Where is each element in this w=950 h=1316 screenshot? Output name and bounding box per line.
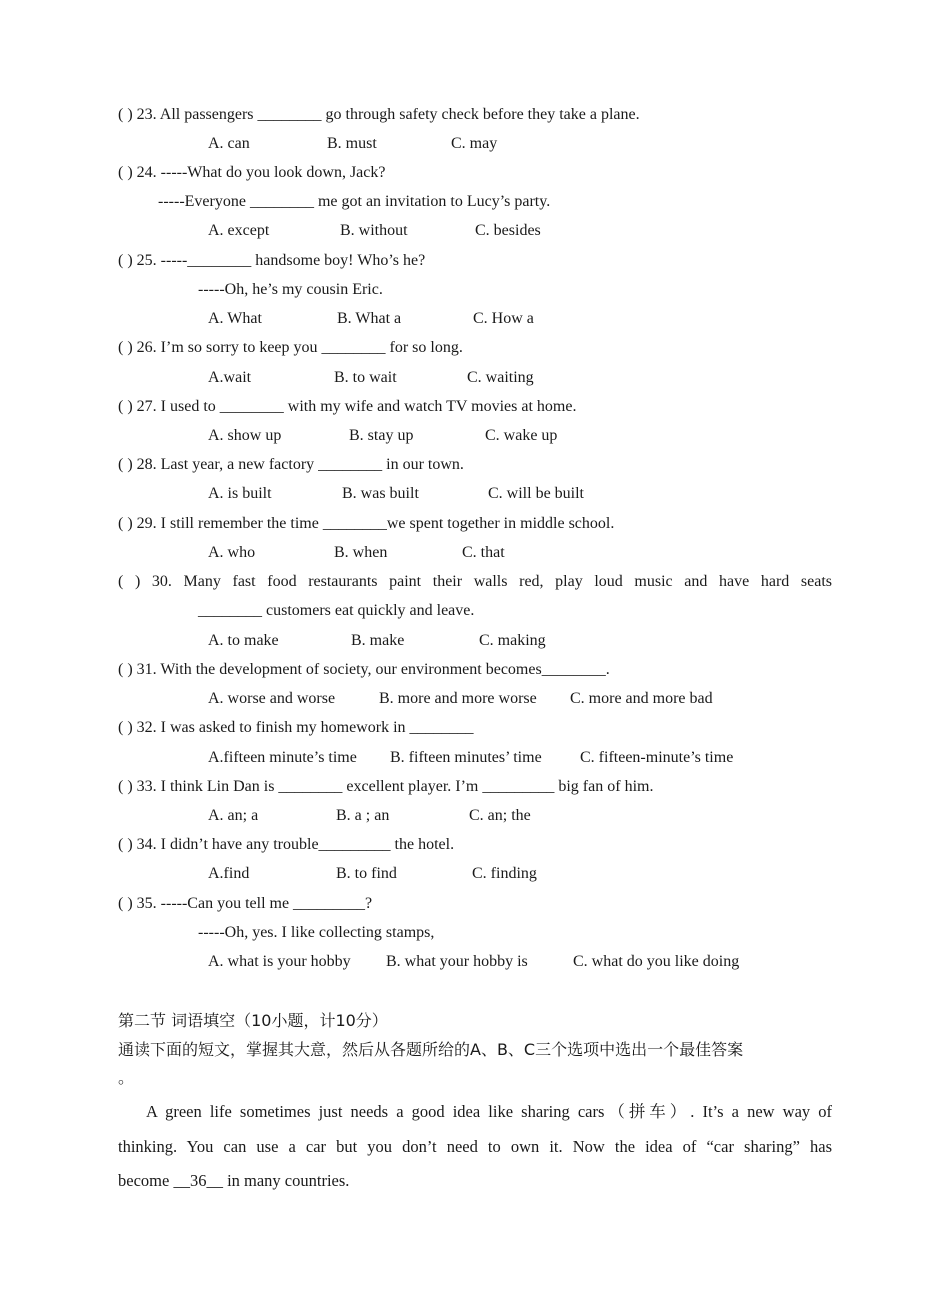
- question-34: ( ) 34. I didn’t have any trouble_________ the hotel.: [118, 836, 455, 853]
- option-b: B. a ; an: [336, 807, 390, 824]
- option-a: A. an; a: [208, 807, 259, 824]
- option-b: B. what your hobby is: [386, 953, 528, 970]
- option-c: C. How a: [473, 310, 534, 327]
- option-b: B. without: [340, 222, 408, 239]
- option-c: C. wake up: [485, 427, 558, 444]
- option-c: C. waiting: [467, 369, 534, 386]
- option-c: C. will be built: [488, 485, 584, 502]
- option-a: A. to make: [208, 632, 279, 649]
- question-28: ( ) 28. Last year, a new factory ________ in our town.: [118, 456, 464, 473]
- option-c: C. more and more bad: [570, 690, 713, 707]
- question-35-reply: -----Oh, yes. I like collecting stamps,: [198, 924, 435, 941]
- option-a: A. except: [208, 222, 270, 239]
- passage-text: become: [118, 1171, 174, 1190]
- option-a: A. worse and worse: [208, 690, 336, 707]
- option-a: A. show up: [208, 427, 282, 444]
- option-a: A. can: [208, 135, 250, 152]
- option-c: C. making: [479, 632, 546, 649]
- option-a: A.fifteen minute’s time: [208, 749, 357, 766]
- option-a: A. who: [208, 544, 256, 561]
- option-b: B. make: [351, 632, 405, 649]
- option-b: B. must: [327, 135, 377, 152]
- option-a: A.wait: [208, 369, 252, 386]
- option-b: B. to wait: [334, 369, 397, 386]
- question-24: ( ) 24. -----What do you look down, Jack?: [118, 164, 386, 181]
- question-32: ( ) 32. I was asked to finish my homework in ________: [118, 719, 474, 736]
- question-35: ( ) 35. -----Can you tell me _________?: [118, 895, 373, 912]
- option-a: A.find: [208, 865, 250, 882]
- option-b: B. more and more worse: [379, 690, 537, 707]
- question-26: ( ) 26. I’m so sorry to keep you ________ for so long.: [118, 339, 463, 356]
- question-25: ( ) 25. -----________ handsome boy! Who’s he?: [118, 252, 426, 269]
- question-24-reply: -----Everyone ________ me got an invitation to Lucy’s party.: [158, 193, 551, 210]
- passage-line-2: thinking. You can use a car but you don’t need to own it. Now the idea of “car sharing” has: [118, 1137, 832, 1156]
- section-title: 第二节 词语填空（10小题，计10分）: [118, 1011, 388, 1030]
- section-instruction-cont: 。: [118, 1068, 135, 1087]
- question-30-cont: ________ customers eat quickly and leave.: [198, 602, 475, 619]
- option-c: C. besides: [475, 222, 541, 239]
- question-23: ( ) 23. All passengers ________ go through safety check before they take a plane.: [118, 106, 640, 123]
- passage-text: in many countries.: [222, 1171, 350, 1190]
- passage-line-1: A green life sometimes just needs a good idea like sharing cars（拼车）. It’s a new way of: [146, 1102, 832, 1121]
- blank-36: __36__: [173, 1171, 223, 1190]
- question-27: ( ) 27. I used to ________ with my wife and watch TV movies at home.: [118, 398, 577, 415]
- option-c: C. finding: [472, 865, 537, 882]
- option-c: C. may: [451, 135, 498, 152]
- option-c: C. an; the: [469, 807, 531, 824]
- option-a: A. What: [208, 310, 262, 327]
- option-a: A. what is your hobby: [208, 953, 351, 970]
- option-b: B. What a: [337, 310, 402, 327]
- option-c: C. fifteen-minute’s time: [580, 749, 734, 766]
- question-30: ( ) 30. Many fast food restaurants paint their walls red, play loud music and have hard seats: [118, 573, 832, 590]
- question-29: ( ) 29. I still remember the time ________we spent together in middle school.: [118, 515, 615, 532]
- section-instruction: 通读下面的短文，掌握其大意，然后从各题所给的A、B、C三个选项中选出一个最佳答案: [118, 1040, 744, 1059]
- option-b: B. fifteen minutes’ time: [390, 749, 542, 766]
- option-c: C. that: [462, 544, 505, 561]
- question-33: ( ) 33. I think Lin Dan is ________ excellent player. I’m _________ big fan of him.: [118, 778, 654, 795]
- question-25-reply: -----Oh, he’s my cousin Eric.: [198, 281, 383, 298]
- option-c: C. what do you like doing: [573, 953, 740, 970]
- option-b: B. was built: [342, 485, 419, 502]
- option-a: A. is built: [208, 485, 272, 502]
- option-b: B. when: [334, 544, 388, 561]
- option-b: B. to find: [336, 865, 397, 882]
- question-31: ( ) 31. With the development of society, our environment becomes________.: [118, 661, 610, 678]
- option-b: B. stay up: [349, 427, 414, 444]
- passage-line-3: [118, 1171, 349, 1191]
